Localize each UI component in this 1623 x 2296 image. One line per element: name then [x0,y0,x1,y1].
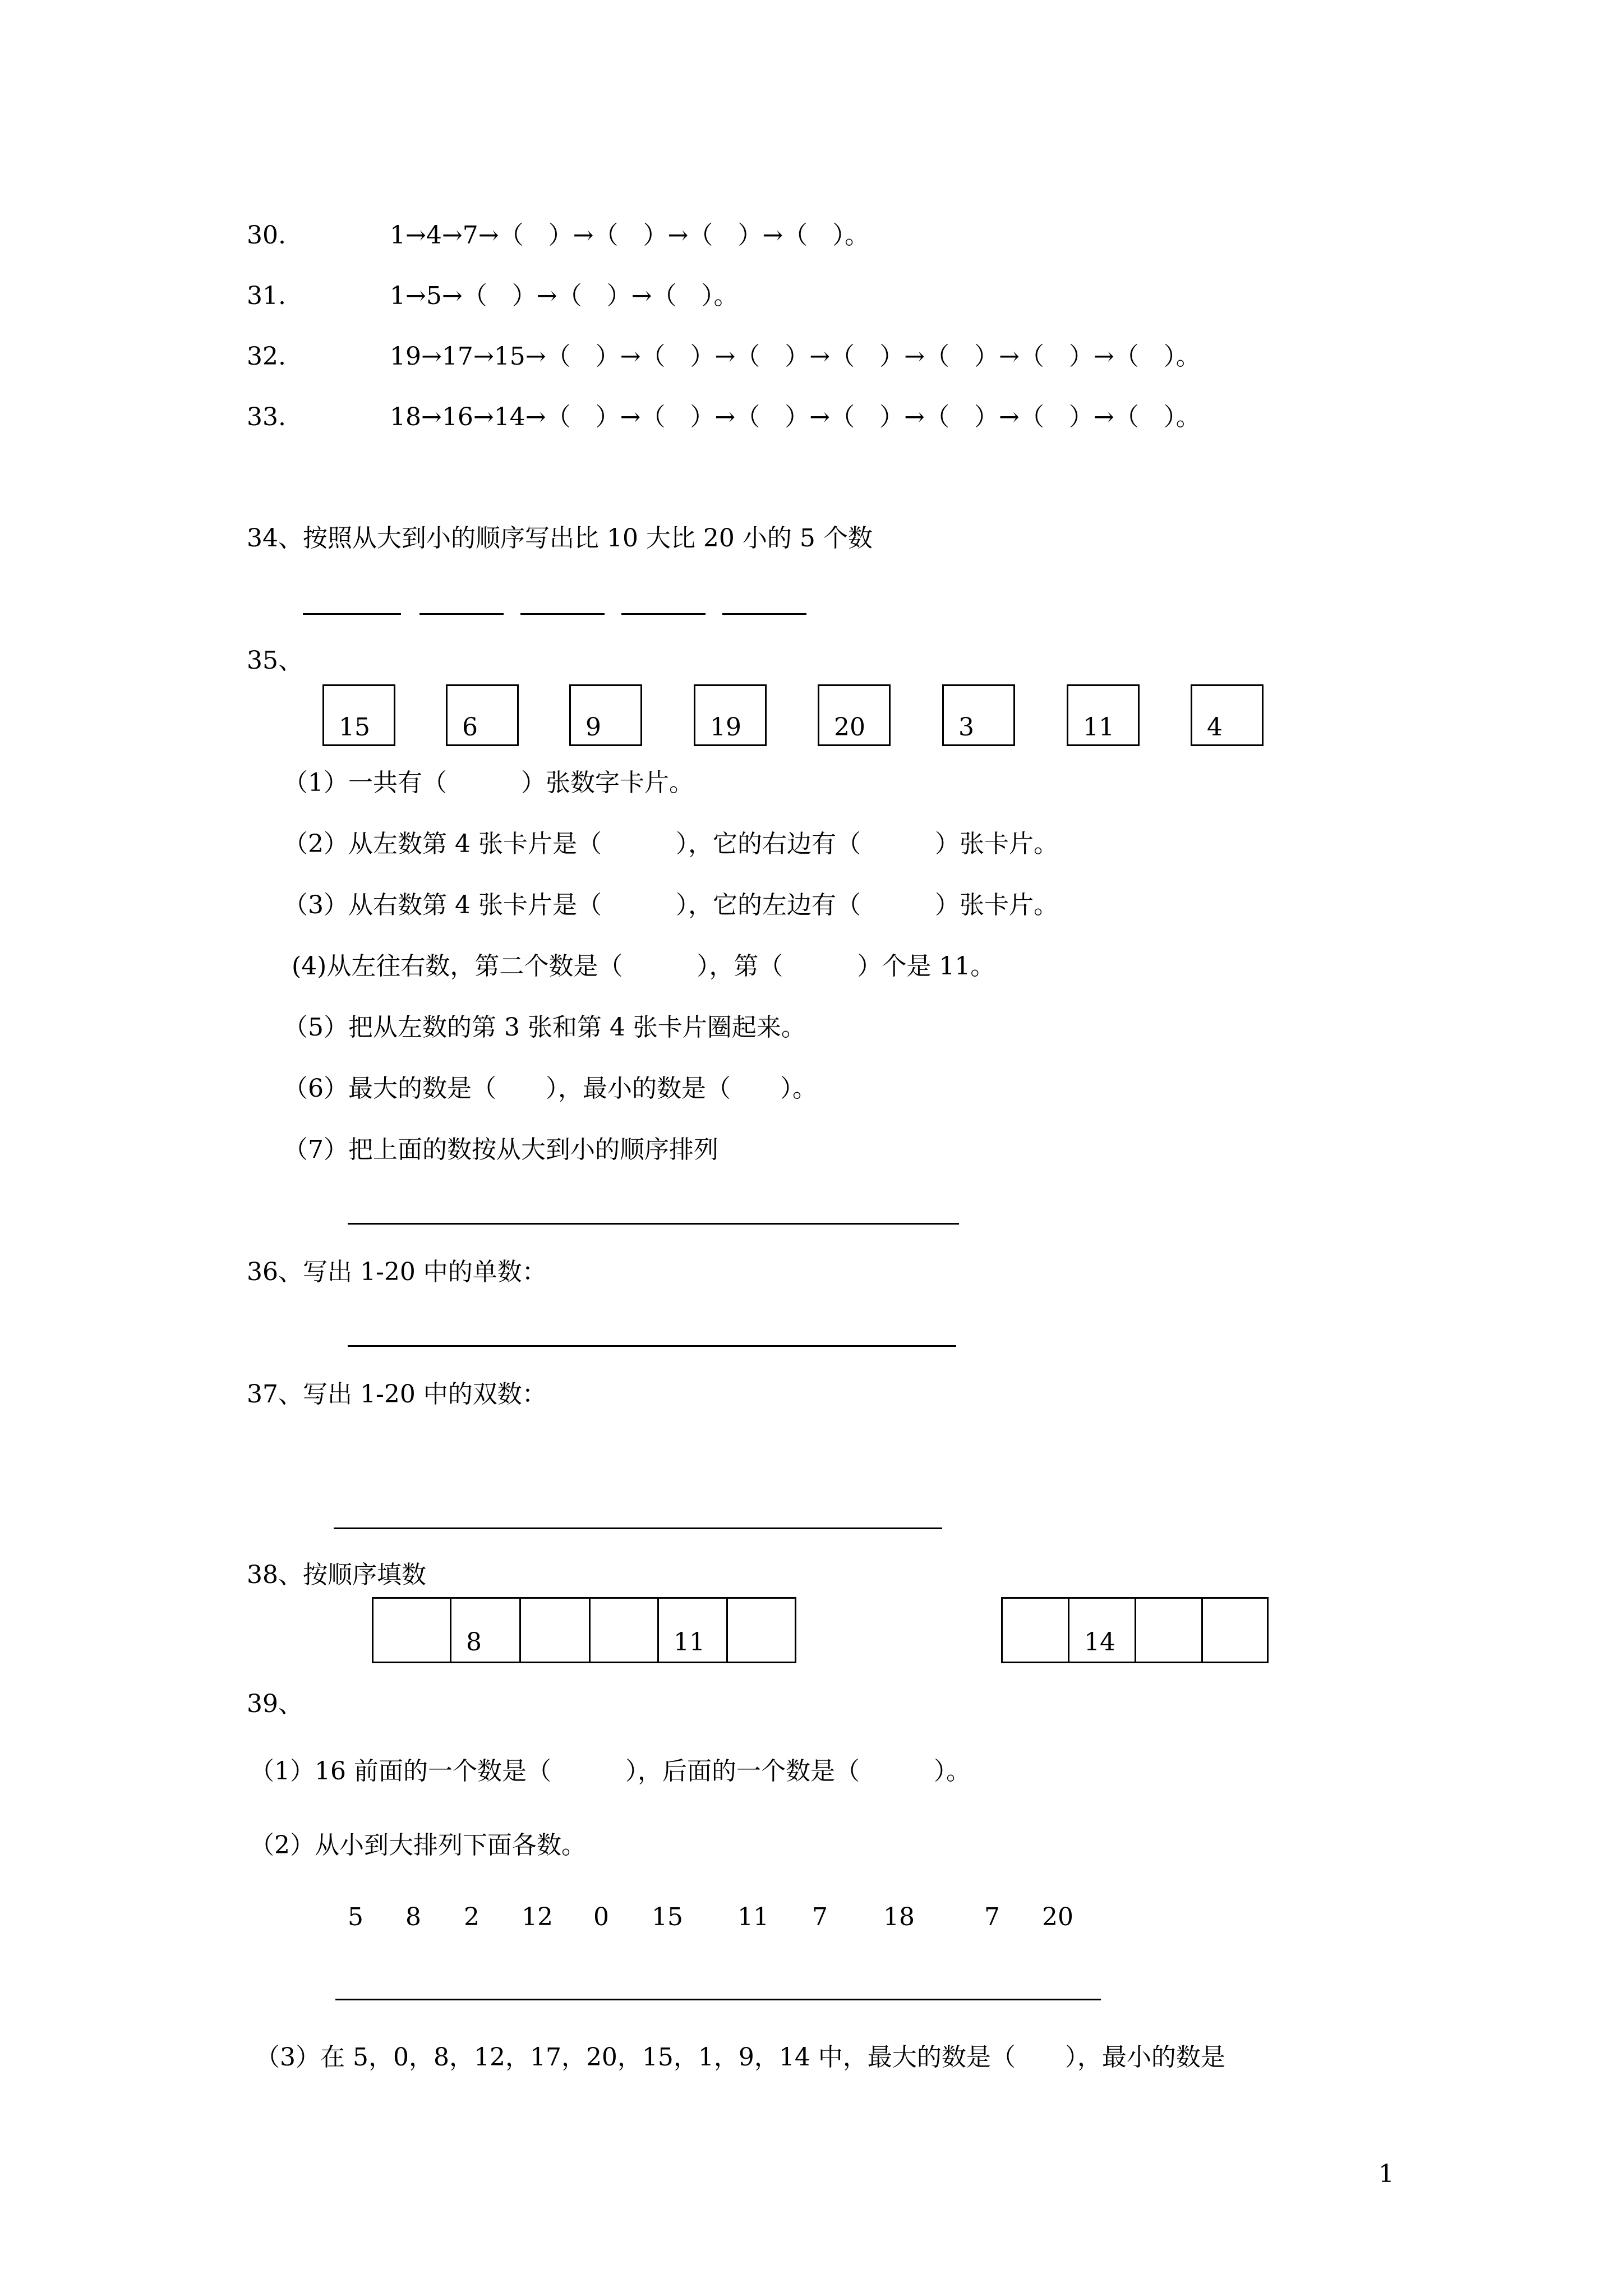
page-number: 1 [1378,2160,1394,2188]
number-card [1067,684,1140,746]
sort-number: 15 [652,1903,683,1931]
q39-item-3: （3）在 5，0，8，12，17，20，15，1，9，14 中，最大的数是（ ），最小的数是 [255,2043,1225,2072]
q35-answer-line[interactable] [348,1223,959,1225]
q31-number: 31. [247,282,286,310]
sort-number: 20 [1042,1903,1073,1931]
number-card [446,684,519,746]
sort-number: 7 [984,1903,1000,1931]
number-card-value: 11 [1083,713,1114,742]
q38-prompt: 38、按顺序填数 [247,1561,426,1589]
number-card-value: 20 [834,713,865,742]
q37-answer-line[interactable] [334,1527,942,1529]
q34-answer-blank[interactable] [303,613,401,615]
q33-sequence: 18→16→14→（ ）→（ ）→（ ）→（ ）→（ ）→（ ）→（ ）。 [390,403,1201,431]
q30-number: 30. [247,221,286,250]
number-card-value: 19 [710,713,741,742]
sort-number: 7 [812,1903,828,1931]
q32-sequence: 19→17→15→（ ）→（ ）→（ ）→（ ）→（ ）→（ ）→（ ）。 [390,342,1201,371]
fill-grid-value: 14 [1084,1628,1115,1657]
q34-answer-blank[interactable] [722,613,806,615]
sort-number: 12 [522,1903,553,1931]
q34-answer-blank[interactable] [621,613,706,615]
q33-number: 33. [247,403,286,431]
number-card [942,684,1015,746]
sort-number: 18 [883,1903,915,1931]
number-card [818,684,891,746]
q35-item-1: （1）一共有（ ）张数字卡片。 [283,769,694,797]
q35-item-7: （7）把上面的数按从大到小的顺序排列 [283,1135,718,1164]
number-card-value: 3 [958,713,974,742]
number-card-value: 4 [1207,713,1223,742]
sort-number: 5 [348,1903,363,1931]
fill-grid-cell [1068,1597,1136,1663]
fill-grid-value: 11 [674,1628,705,1657]
fill-grid-cell[interactable] [1135,1597,1203,1663]
number-card-value: 15 [339,713,370,742]
q34-answer-blank[interactable] [520,613,605,615]
q35-item-6: （6）最大的数是（ ），最小的数是（ ）。 [283,1074,817,1103]
q39-answer-line[interactable] [335,1999,1101,2000]
q35-item-4: (4)从左往右数，第二个数是（ ），第（ ）个是 11。 [292,952,995,981]
q30-sequence: 1→4→7→（ ）→（ ）→（ ）→（ ）。 [390,221,870,250]
q31-sequence: 1→5→（ ）→（ ）→（ ）。 [390,282,739,310]
sort-number: 0 [593,1903,609,1931]
fill-grid-cell [657,1597,728,1663]
fill-grid-cell[interactable] [519,1597,591,1663]
fill-grid-value: 8 [466,1628,482,1657]
number-card [322,684,395,746]
fill-grid-cell[interactable] [726,1597,796,1663]
q34-prompt: 34、按照从大到小的顺序写出比 10 大比 20 小的 5 个数 [247,524,873,553]
q35-item-2: （2）从左数第 4 张卡片是（ ），它的右边有（ ）张卡片。 [283,830,1058,858]
sort-number: 8 [405,1903,421,1931]
q36-prompt: 36、写出 1-20 中的单数： [247,1258,547,1286]
q35-item-5: （5）把从左数的第 3 张和第 4 张卡片圈起来。 [283,1013,806,1042]
q34-answer-blank[interactable] [419,613,504,615]
number-card-value: 9 [585,713,601,742]
q37-prompt: 37、写出 1-20 中的双数： [247,1380,547,1409]
fill-grid-cell[interactable] [1201,1597,1269,1663]
q35-label: 35、 [247,646,303,675]
fill-grid-cell [450,1597,521,1663]
fill-grid-cell[interactable] [1001,1597,1069,1663]
q32-number: 32. [247,342,286,371]
sort-number: 2 [464,1903,479,1931]
number-card [1191,684,1264,746]
q39-item-2: （2）从小到大排列下面各数。 [250,1831,586,1860]
q35-item-3: （3）从右数第 4 张卡片是（ ），它的左边有（ ）张卡片。 [283,891,1058,919]
q39-label: 39、 [247,1690,303,1718]
sort-number: 11 [737,1903,769,1931]
fill-grid-cell[interactable] [589,1597,659,1663]
number-card-value: 6 [462,713,478,742]
q36-answer-line[interactable] [348,1345,956,1347]
number-card [694,684,767,746]
number-card [569,684,642,746]
q39-item-1: （1）16 前面的一个数是（ ），后面的一个数是（ ）。 [250,1757,971,1786]
fill-grid-cell[interactable] [372,1597,451,1663]
